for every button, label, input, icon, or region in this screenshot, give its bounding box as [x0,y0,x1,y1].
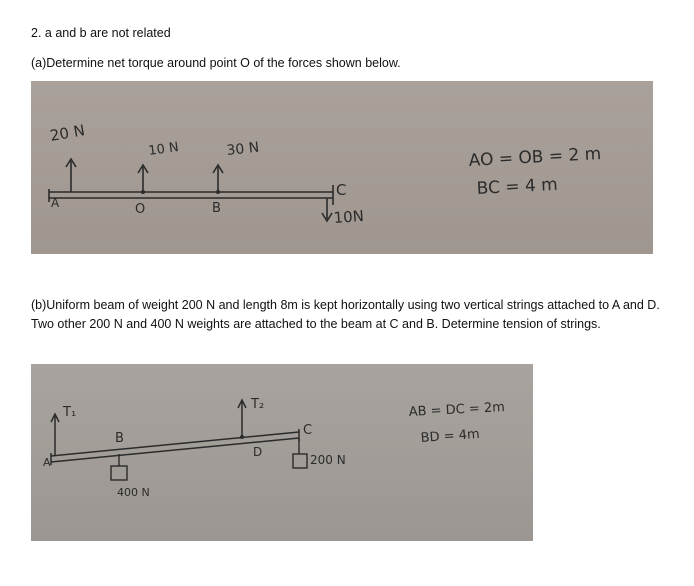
point-d-label-b: D [253,445,263,459]
point-b-dot [216,190,220,194]
weight-c-hanger [293,438,307,468]
tension-t2-label: T₂ [251,397,265,412]
force-arrow-c [322,198,332,221]
point-a-label: A [51,196,60,210]
point-c-label-b: C [303,423,313,438]
force-b-label: 30 N [225,139,260,159]
part-b-prompt: (b)Uniform beam of weight 200 N and length 8m is kept horizontally using two vertical strings attached to A and D. Two other 200 N and 400 N weights are attached to the beam at C and B. Determine tension of strings. [31,298,660,331]
tension-arrow-t1 [51,414,59,456]
force-arrow-o [138,165,148,192]
tension-arrow-t2 [238,400,246,437]
force-arrow-a [66,159,76,192]
weight-c-label: 200 N [310,453,346,467]
question-title: 2. a and b are not related [31,26,171,40]
point-d-dot [240,435,244,439]
part-a-prompt: (a)Determine net torque around point O of the forces shown below. [31,56,401,70]
note-a-1: AO = OB = 2 m [468,144,602,171]
tension-t1-label: T₁ [63,405,77,420]
point-a-label-b: A [43,456,51,469]
point-b-label: B [212,201,221,216]
weight-b-hanger [111,454,127,480]
force-a-label: 20 N [48,121,87,145]
note-a-2: BC = 4 m [476,174,559,199]
figure-b-photo [31,364,533,541]
force-o-label: 10 N [147,139,180,159]
force-c-label: 10N [333,206,365,227]
figure-b-sketch [31,364,533,541]
figure-a-photo [31,81,653,254]
point-c-label: C [336,181,347,199]
figure-a-sketch [31,81,653,254]
point-o-label: O [135,202,146,217]
point-b-label-b: B [115,431,124,446]
point-o-dot [141,190,145,194]
note-b-2: BD = 4m [420,426,481,446]
weight-b-label: 400 N [117,486,150,499]
note-b-1: AB = DC = 2m [408,399,506,420]
force-arrow-b [213,165,223,192]
